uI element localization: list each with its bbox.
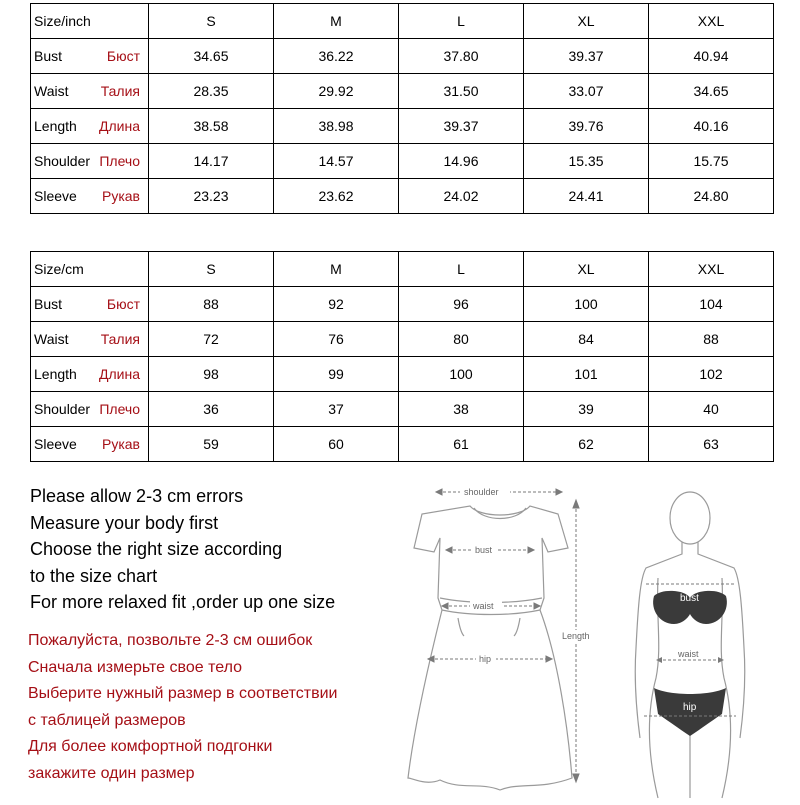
table-cell: 24.02 [399,179,524,214]
note-line-ru: с таблицей размеров [28,711,186,729]
table-cell: 38 [399,392,524,427]
table-cell: 39.37 [524,39,649,74]
measure-label-cell [31,357,149,392]
table-cell: 38.98 [274,109,399,144]
table-cell: 36.22 [274,39,399,74]
table-cell: 15.75 [649,144,774,179]
table-cell: 34.65 [649,74,774,109]
table-cell: 99 [274,357,399,392]
size-header-cell: XXL [649,252,774,287]
note-line-ru: закажите один размер [28,764,195,782]
table-cell: 100 [399,357,524,392]
body-figure [635,492,745,798]
table-cell: 88 [149,287,274,322]
measurement-diagram [400,478,800,800]
table-cell: 101 [524,357,649,392]
size-header-cell: S [149,252,274,287]
table-cell: 88 [649,322,774,357]
size-header-cell: M [274,252,399,287]
table-cell: 100 [524,287,649,322]
size-table-cm-body [31,252,774,462]
table-cell: 62 [524,427,649,462]
measure-label-cell [31,322,149,357]
table-row [31,287,774,322]
measure-label-ru: Бюст [106,48,140,64]
table-cell: 31.50 [399,74,524,109]
measure-label-cell [31,74,149,109]
table-cell: 14.17 [149,144,274,179]
waist-label: waist [473,601,494,611]
table-cell: 37.80 [399,39,524,74]
table-cell: 23.62 [274,179,399,214]
table-cell: 14.96 [399,144,524,179]
measure-label-ru: Рукав [102,188,140,204]
measure-label-cell [31,392,149,427]
measure-label-ru: Бюст [106,296,140,312]
table-cell: 96 [399,287,524,322]
notes-russian [28,628,408,787]
table-cell: 40 [649,392,774,427]
note-line-ru: Сначала измерьте свое тело [28,658,242,676]
table-row [31,392,774,427]
measure-label-cell [31,287,149,322]
size-header-cell: XL [524,4,649,39]
hip-label: hip [479,654,492,664]
measure-label-en: Waist [34,331,69,347]
table-cell: 76 [274,322,399,357]
table-cell: 28.35 [149,74,274,109]
size-table-cm [30,251,774,462]
table-cell: 84 [524,322,649,357]
table-header-row [31,252,774,287]
table-row [31,179,774,214]
table-cell: 60 [274,427,399,462]
measure-label-en: Length [34,366,77,382]
size-header-cell: XL [524,252,649,287]
measure-label-en: Bust [34,296,63,312]
table-cell: 61 [399,427,524,462]
measure-label-cell [31,144,149,179]
note-line-ru: Для более комфортной подгонки [28,738,273,755]
measure-label-ru: Талия [100,83,140,99]
measure-label-ru: Плечо [99,401,140,417]
measure-label-cell [31,179,149,214]
table-cell: 37 [274,392,399,427]
unit-header-cell: Size/cm [31,252,149,287]
measure-label-ru: Рукав [102,436,140,452]
measure-label-cell [31,427,149,462]
measure-label-en: Length [34,118,77,134]
measure-label-en: Sleeve [34,188,77,204]
notes-english [30,483,410,616]
measure-label-en: Shoulder [34,153,91,169]
table-cell: 29.92 [274,74,399,109]
table-row [31,109,774,144]
table-header-row [31,4,774,39]
note-line-ru: Выберите нужный размер в соответствии [28,685,338,702]
table-row [31,144,774,179]
note-line: Choose the right size according [30,539,283,559]
body-measure-shapes [644,584,736,736]
measure-label-cell [31,39,149,74]
size-header-cell: L [399,4,524,39]
table-cell: 24.80 [649,179,774,214]
table-row [31,427,774,462]
table-cell: 23.23 [149,179,274,214]
measure-label-en: Bust [34,48,63,64]
table-cell: 14.57 [274,144,399,179]
table-cell: 72 [149,322,274,357]
note-line-ru: Пожалуйста, позвольте 2-3 см ошибок [28,632,313,649]
table-cell: 36 [149,392,274,427]
table-row [31,357,774,392]
size-header-cell: S [149,4,274,39]
measure-label-ru: Длина [99,366,140,382]
size-header-cell: XXL [649,4,774,39]
note-line: For more relaxed fit ,order up one size [30,592,336,612]
table-cell: 63 [649,427,774,462]
body-waist-label: waist [678,649,699,659]
table-cell: 24.41 [524,179,649,214]
table-cell: 40.94 [649,39,774,74]
measure-label-ru: Длина [99,118,140,134]
note-line: to the size chart [30,565,158,586]
table-cell: 15.35 [524,144,649,179]
table-row [31,322,774,357]
measurement-diagram-svg [400,478,800,800]
table-row [31,74,774,109]
measure-label-ru: Плечо [99,153,140,169]
table-cell: 39 [524,392,649,427]
body-bust-label: bust [680,593,699,604]
length-label: Length [562,631,590,641]
measure-label-ru: Талия [100,331,140,347]
note-line: Measure your body first [30,512,219,533]
measure-label-en: Sleeve [34,436,77,452]
table-cell: 80 [399,322,524,357]
table-cell: 98 [149,357,274,392]
table-cell: 33.07 [524,74,649,109]
table-cell: 102 [649,357,774,392]
bust-label: bust [475,545,493,555]
measure-label-en: Waist [34,83,69,99]
size-header-cell: M [274,4,399,39]
dress-measure-lines [428,489,579,782]
measure-label-cell [31,109,149,144]
body-hip-label: hip [683,702,697,713]
size-table-inch [30,3,774,214]
table-cell: 38.58 [149,109,274,144]
table-row [31,39,774,74]
shoulder-label: shoulder [464,487,499,497]
table-cell: 40.16 [649,109,774,144]
table-cell: 104 [649,287,774,322]
table-cell: 34.65 [149,39,274,74]
note-line: Please allow 2-3 cm errors [30,486,244,506]
table-cell: 59 [149,427,274,462]
measure-label-en: Shoulder [34,401,91,417]
table-cell: 92 [274,287,399,322]
table-cell: 39.37 [399,109,524,144]
unit-header-cell: Size/inch [31,4,149,39]
size-header-cell: L [399,252,524,287]
table-cell: 39.76 [524,109,649,144]
size-table-inch-body [31,4,774,214]
